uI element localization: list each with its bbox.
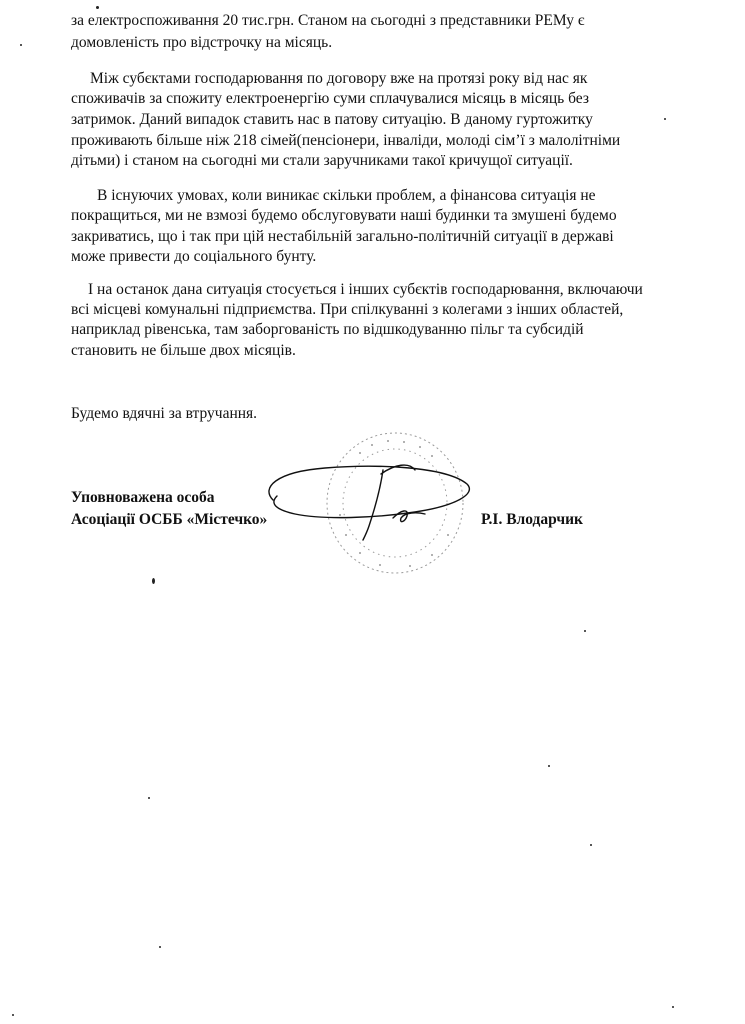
paragraph-3-line-4: може привести до соціального бунту. xyxy=(71,248,317,265)
paragraph-2-line-5: дітьми) і станом на сьогодні ми стали заручниками такої кричущої ситуації. xyxy=(71,152,573,169)
paragraph-4-line-3: наприклад рівенська, там заборгованість по відшкодуванню пільг та субсидій xyxy=(71,321,584,338)
signatory-title-line-2: Асоціації ОСББ «Містечко» xyxy=(71,511,268,528)
paragraph-4-line-1: І на останок дана ситуація стосується і інших субєктів господарювання, включаючи xyxy=(88,281,643,298)
paragraph-4-line-4: становить не більше двох місяців. xyxy=(71,342,296,359)
paragraph-2-line-2: споживачів за спожиту електроенергію суми сплачувалися місяць в місяць без xyxy=(71,90,589,107)
scan-speck xyxy=(590,844,592,846)
paragraph-1-line-1: за електроспоживання 20 тис.грн. Станом на сьогодні з представники РЕМу є xyxy=(71,12,585,29)
paragraph-2-line-1: Між субєктами господарювання по договору вже на протязі року від нас як xyxy=(90,70,588,87)
paragraph-2-line-4: проживають більше ніж 218 сімей(пенсіонери, інваліди, молоді сім’ї з малолітніми xyxy=(71,132,621,149)
paragraph-3-line-3: закриватись, що і так при цій нестабільній загально-політичній ситуації в державі xyxy=(71,228,614,245)
scan-speck xyxy=(12,1014,14,1016)
paragraph-1-line-2: домовленість про відстрочку на місяць. xyxy=(71,34,333,51)
scan-speck xyxy=(548,765,550,767)
paragraph-3-line-1: В існуючих умовах, коли виникає скільки проблем, а фінансова ситуація не xyxy=(97,187,596,204)
signatory-name: Р.І. Влодарчик xyxy=(481,511,583,528)
scan-speck xyxy=(148,797,150,799)
handwritten-signature-icon xyxy=(255,440,475,550)
paragraph-3-line-2: покращиться, ми не взмозі будемо обслуговувати наші будинки та змушені будемо xyxy=(71,207,617,224)
scan-speck xyxy=(96,6,99,9)
scan-speck xyxy=(584,630,586,632)
closing-line: Будемо вдячні за втручання. xyxy=(71,405,258,422)
scan-speck xyxy=(664,118,666,120)
paragraph-2-line-3: затримок. Даний випадок ставить нас в патову ситуацію. В даному гуртожитку xyxy=(71,111,593,128)
scan-speck xyxy=(159,946,161,948)
scan-speck xyxy=(672,1006,674,1008)
paragraph-4-line-2: всі місцеві комунальні підприємства. При спілкуванні з колегами з інших областей, xyxy=(71,301,624,318)
scan-speck xyxy=(20,44,22,46)
scan-speck xyxy=(152,578,155,584)
signatory-title-line-1: Уповноважена особа xyxy=(71,489,215,506)
